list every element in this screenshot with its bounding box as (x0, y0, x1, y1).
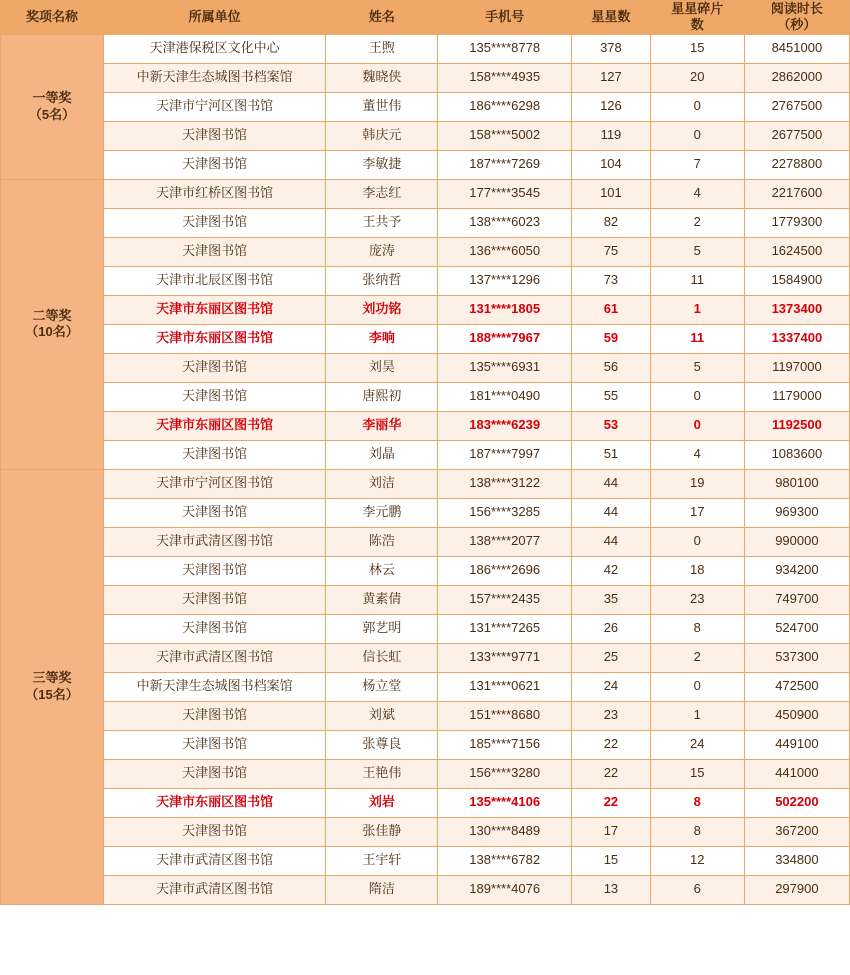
cell-fragments: 18 (650, 556, 744, 585)
cell-stars: 23 (572, 701, 651, 730)
cell-unit: 天津图书馆 (103, 440, 325, 469)
cell-duration: 2217600 (744, 179, 849, 208)
column-header-unit: 所属单位 (103, 1, 325, 35)
cell-phone: 133****9771 (438, 643, 572, 672)
table-row (1, 382, 850, 411)
cell-stars: 378 (572, 34, 651, 63)
cell-fragments: 17 (650, 498, 744, 527)
cell-duration: 2862000 (744, 63, 849, 92)
cell-duration: 8451000 (744, 34, 849, 63)
table-row (1, 208, 850, 237)
cell-unit: 天津图书馆 (103, 498, 325, 527)
award-group-count: （10名） (25, 324, 79, 339)
cell-name: 刘昊 (326, 353, 438, 382)
cell-phone: 135****4106 (438, 788, 572, 817)
cell-fragments: 0 (650, 382, 744, 411)
table-row (1, 411, 850, 440)
cell-name: 李敏捷 (326, 150, 438, 179)
cell-duration: 2767500 (744, 92, 849, 121)
cell-fragments: 5 (650, 353, 744, 382)
cell-stars: 82 (572, 208, 651, 237)
cell-phone: 137****1296 (438, 266, 572, 295)
award-group-name: 一等奖 (32, 90, 72, 106)
cell-fragments: 19 (650, 469, 744, 498)
cell-phone: 186****2696 (438, 556, 572, 585)
table-row (1, 643, 850, 672)
cell-unit: 天津市东丽区图书馆 (103, 411, 325, 440)
cell-duration: 1373400 (744, 295, 849, 324)
cell-fragments: 20 (650, 63, 744, 92)
table-row (1, 672, 850, 701)
cell-unit: 中新天津生态城图书档案馆 (103, 63, 325, 92)
cell-fragments: 0 (650, 121, 744, 150)
cell-unit: 天津图书馆 (103, 614, 325, 643)
cell-unit: 天津市宁河区图书馆 (103, 469, 325, 498)
award-group-name: 二等奖 (32, 307, 72, 323)
cell-phone: 138****3122 (438, 469, 572, 498)
cell-fragments: 5 (650, 237, 744, 266)
cell-phone: 188****7967 (438, 324, 572, 353)
cell-stars: 42 (572, 556, 651, 585)
table-row (1, 63, 850, 92)
cell-duration: 367200 (744, 817, 849, 846)
cell-phone: 130****8489 (438, 817, 572, 846)
cell-stars: 119 (572, 121, 651, 150)
cell-duration: 1337400 (744, 324, 849, 353)
cell-name: 李丽华 (326, 411, 438, 440)
table-row (1, 527, 850, 556)
cell-name: 刘斌 (326, 701, 438, 730)
cell-stars: 44 (572, 498, 651, 527)
cell-duration: 1179000 (744, 382, 849, 411)
cell-duration: 980100 (744, 469, 849, 498)
cell-phone: 156****3280 (438, 759, 572, 788)
table-row (1, 469, 850, 498)
cell-phone: 157****2435 (438, 585, 572, 614)
cell-stars: 51 (572, 440, 651, 469)
cell-fragments: 0 (650, 411, 744, 440)
cell-duration: 524700 (744, 614, 849, 643)
cell-fragments: 1 (650, 701, 744, 730)
cell-unit: 天津港保税区文化中心 (103, 34, 325, 63)
cell-duration: 297900 (744, 875, 849, 904)
cell-unit: 天津市武清区图书馆 (103, 875, 325, 904)
cell-unit: 天津市武清区图书馆 (103, 643, 325, 672)
cell-name: 隋洁 (326, 875, 438, 904)
cell-fragments: 4 (650, 440, 744, 469)
cell-name: 刘洁 (326, 469, 438, 498)
cell-phone: 185****7156 (438, 730, 572, 759)
cell-stars: 75 (572, 237, 651, 266)
cell-name: 林云 (326, 556, 438, 585)
cell-unit: 天津图书馆 (103, 237, 325, 266)
cell-fragments: 4 (650, 179, 744, 208)
cell-duration: 1192500 (744, 411, 849, 440)
cell-unit: 天津市红桥区图书馆 (103, 179, 325, 208)
cell-name: 张佳静 (326, 817, 438, 846)
cell-duration: 1779300 (744, 208, 849, 237)
cell-name: 黄素倩 (326, 585, 438, 614)
cell-name: 刘晶 (326, 440, 438, 469)
cell-unit: 天津图书馆 (103, 585, 325, 614)
cell-name: 李志红 (326, 179, 438, 208)
cell-stars: 22 (572, 730, 651, 759)
cell-phone: 135****8778 (438, 34, 572, 63)
cell-phone: 156****3285 (438, 498, 572, 527)
cell-unit: 天津图书馆 (103, 556, 325, 585)
cell-name: 刘岩 (326, 788, 438, 817)
cell-duration: 749700 (744, 585, 849, 614)
cell-name: 唐熙初 (326, 382, 438, 411)
cell-name: 张尊良 (326, 730, 438, 759)
cell-stars: 22 (572, 788, 651, 817)
cell-unit: 天津图书馆 (103, 208, 325, 237)
cell-name: 王煦 (326, 34, 438, 63)
cell-phone: 189****4076 (438, 875, 572, 904)
cell-duration: 1197000 (744, 353, 849, 382)
cell-duration: 334800 (744, 846, 849, 875)
cell-stars: 56 (572, 353, 651, 382)
cell-stars: 35 (572, 585, 651, 614)
cell-unit: 天津市北辰区图书馆 (103, 266, 325, 295)
cell-phone: 158****5002 (438, 121, 572, 150)
table-row (1, 556, 850, 585)
cell-unit: 天津图书馆 (103, 353, 325, 382)
cell-phone: 187****7997 (438, 440, 572, 469)
award-group-count: （15名） (25, 686, 79, 702)
cell-fragments: 11 (650, 324, 744, 353)
cell-stars: 101 (572, 179, 651, 208)
table-row (1, 788, 850, 817)
cell-name: 信长虹 (326, 643, 438, 672)
cell-stars: 126 (572, 92, 651, 121)
cell-duration: 1584900 (744, 266, 849, 295)
cell-stars: 24 (572, 672, 651, 701)
cell-fragments: 11 (650, 266, 744, 295)
cell-phone: 177****3545 (438, 179, 572, 208)
cell-unit: 天津图书馆 (103, 382, 325, 411)
cell-unit: 天津市东丽区图书馆 (103, 295, 325, 324)
cell-fragments: 23 (650, 585, 744, 614)
cell-unit: 天津图书馆 (103, 121, 325, 150)
cell-phone: 186****6298 (438, 92, 572, 121)
cell-phone: 138****6023 (438, 208, 572, 237)
cell-unit: 天津图书馆 (103, 817, 325, 846)
cell-duration: 969300 (744, 498, 849, 527)
cell-phone: 181****0490 (438, 382, 572, 411)
cell-unit: 天津市武清区图书馆 (103, 846, 325, 875)
cell-name: 王共予 (326, 208, 438, 237)
cell-name: 杨立堂 (326, 672, 438, 701)
cell-stars: 25 (572, 643, 651, 672)
cell-phone: 158****4935 (438, 63, 572, 92)
cell-stars: 55 (572, 382, 651, 411)
cell-unit: 天津图书馆 (103, 701, 325, 730)
cell-fragments: 0 (650, 527, 744, 556)
cell-unit: 天津图书馆 (103, 730, 325, 759)
cell-fragments: 0 (650, 92, 744, 121)
cell-fragments: 2 (650, 208, 744, 237)
cell-stars: 127 (572, 63, 651, 92)
cell-fragments: 2 (650, 643, 744, 672)
cell-unit: 天津市东丽区图书馆 (103, 788, 325, 817)
table-row (1, 614, 850, 643)
table-row (1, 121, 850, 150)
table-row (1, 498, 850, 527)
cell-fragments: 15 (650, 34, 744, 63)
cell-stars: 61 (572, 295, 651, 324)
table-row (1, 846, 850, 875)
column-header-stars: 星星数 (572, 1, 651, 35)
cell-phone: 151****8680 (438, 701, 572, 730)
table-row (1, 324, 850, 353)
cell-fragments: 24 (650, 730, 744, 759)
cell-stars: 22 (572, 759, 651, 788)
cell-stars: 53 (572, 411, 651, 440)
cell-duration: 450900 (744, 701, 849, 730)
column-header-phone: 手机号 (438, 1, 572, 35)
cell-duration: 537300 (744, 643, 849, 672)
award-group-count: （5名） (28, 106, 76, 122)
cell-stars: 44 (572, 527, 651, 556)
cell-phone: 135****6931 (438, 353, 572, 382)
cell-name: 李元鹏 (326, 498, 438, 527)
cell-name: 陈浩 (326, 527, 438, 556)
cell-unit: 中新天津生态城图书档案馆 (103, 672, 325, 701)
table-row (1, 179, 850, 208)
cell-name: 刘功铭 (326, 295, 438, 324)
award-group-name: 三等奖 (32, 670, 72, 686)
header-row (1, 1, 850, 35)
cell-phone: 131****1805 (438, 295, 572, 324)
cell-name: 王宇轩 (326, 846, 438, 875)
cell-name: 董世伟 (326, 92, 438, 121)
cell-fragments: 8 (650, 614, 744, 643)
table-row (1, 353, 850, 382)
cell-unit: 天津市武清区图书馆 (103, 527, 325, 556)
cell-fragments: 8 (650, 788, 744, 817)
cell-duration: 1083600 (744, 440, 849, 469)
table-row (1, 585, 850, 614)
cell-fragments: 7 (650, 150, 744, 179)
cell-fragments: 15 (650, 759, 744, 788)
cell-duration: 2677500 (744, 121, 849, 150)
cell-fragments: 8 (650, 817, 744, 846)
cell-phone: 131****0621 (438, 672, 572, 701)
cell-stars: 26 (572, 614, 651, 643)
award-group-cell (1, 34, 104, 179)
table-row (1, 817, 850, 846)
cell-unit: 天津市宁河区图书馆 (103, 92, 325, 121)
cell-duration: 934200 (744, 556, 849, 585)
cell-phone: 138****6782 (438, 846, 572, 875)
cell-name: 庞涛 (326, 237, 438, 266)
table-row (1, 875, 850, 904)
cell-fragments: 1 (650, 295, 744, 324)
cell-name: 韩庆元 (326, 121, 438, 150)
column-header-fragments: 星星碎片 数 (650, 1, 744, 35)
cell-duration: 472500 (744, 672, 849, 701)
cell-unit: 天津图书馆 (103, 759, 325, 788)
table-row (1, 759, 850, 788)
cell-phone: 183****6239 (438, 411, 572, 440)
column-header-duration: 阅读时长 （秒） (744, 1, 849, 35)
table-row (1, 440, 850, 469)
cell-name: 魏晓侠 (326, 63, 438, 92)
cell-duration: 449100 (744, 730, 849, 759)
cell-stars: 15 (572, 846, 651, 875)
cell-duration: 2278800 (744, 150, 849, 179)
cell-fragments: 12 (650, 846, 744, 875)
table-row (1, 295, 850, 324)
cell-unit: 天津市东丽区图书馆 (103, 324, 325, 353)
cell-stars: 59 (572, 324, 651, 353)
table-row (1, 34, 850, 63)
table-row (1, 730, 850, 759)
award-group-cell (1, 179, 104, 469)
table-body (1, 34, 850, 904)
table-row (1, 237, 850, 266)
cell-fragments: 0 (650, 672, 744, 701)
column-header-award: 奖项名称 (1, 1, 104, 35)
cell-fragments: 6 (650, 875, 744, 904)
table-row (1, 92, 850, 121)
table-header (1, 1, 850, 35)
cell-stars: 73 (572, 266, 651, 295)
table-row (1, 150, 850, 179)
cell-stars: 104 (572, 150, 651, 179)
cell-name: 张纳哲 (326, 266, 438, 295)
cell-phone: 187****7269 (438, 150, 572, 179)
cell-stars: 13 (572, 875, 651, 904)
cell-duration: 990000 (744, 527, 849, 556)
cell-name: 李响 (326, 324, 438, 353)
cell-phone: 131****7265 (438, 614, 572, 643)
award-group-cell (1, 469, 104, 904)
cell-duration: 502200 (744, 788, 849, 817)
cell-unit: 天津图书馆 (103, 150, 325, 179)
cell-name: 王艳伟 (326, 759, 438, 788)
column-header-name: 姓名 (326, 1, 438, 35)
cell-phone: 136****6050 (438, 237, 572, 266)
cell-name: 郭艺明 (326, 614, 438, 643)
cell-stars: 44 (572, 469, 651, 498)
cell-duration: 1624500 (744, 237, 849, 266)
table-row (1, 701, 850, 730)
cell-stars: 17 (572, 817, 651, 846)
table-row (1, 266, 850, 295)
cell-duration: 441000 (744, 759, 849, 788)
cell-phone: 138****2077 (438, 527, 572, 556)
